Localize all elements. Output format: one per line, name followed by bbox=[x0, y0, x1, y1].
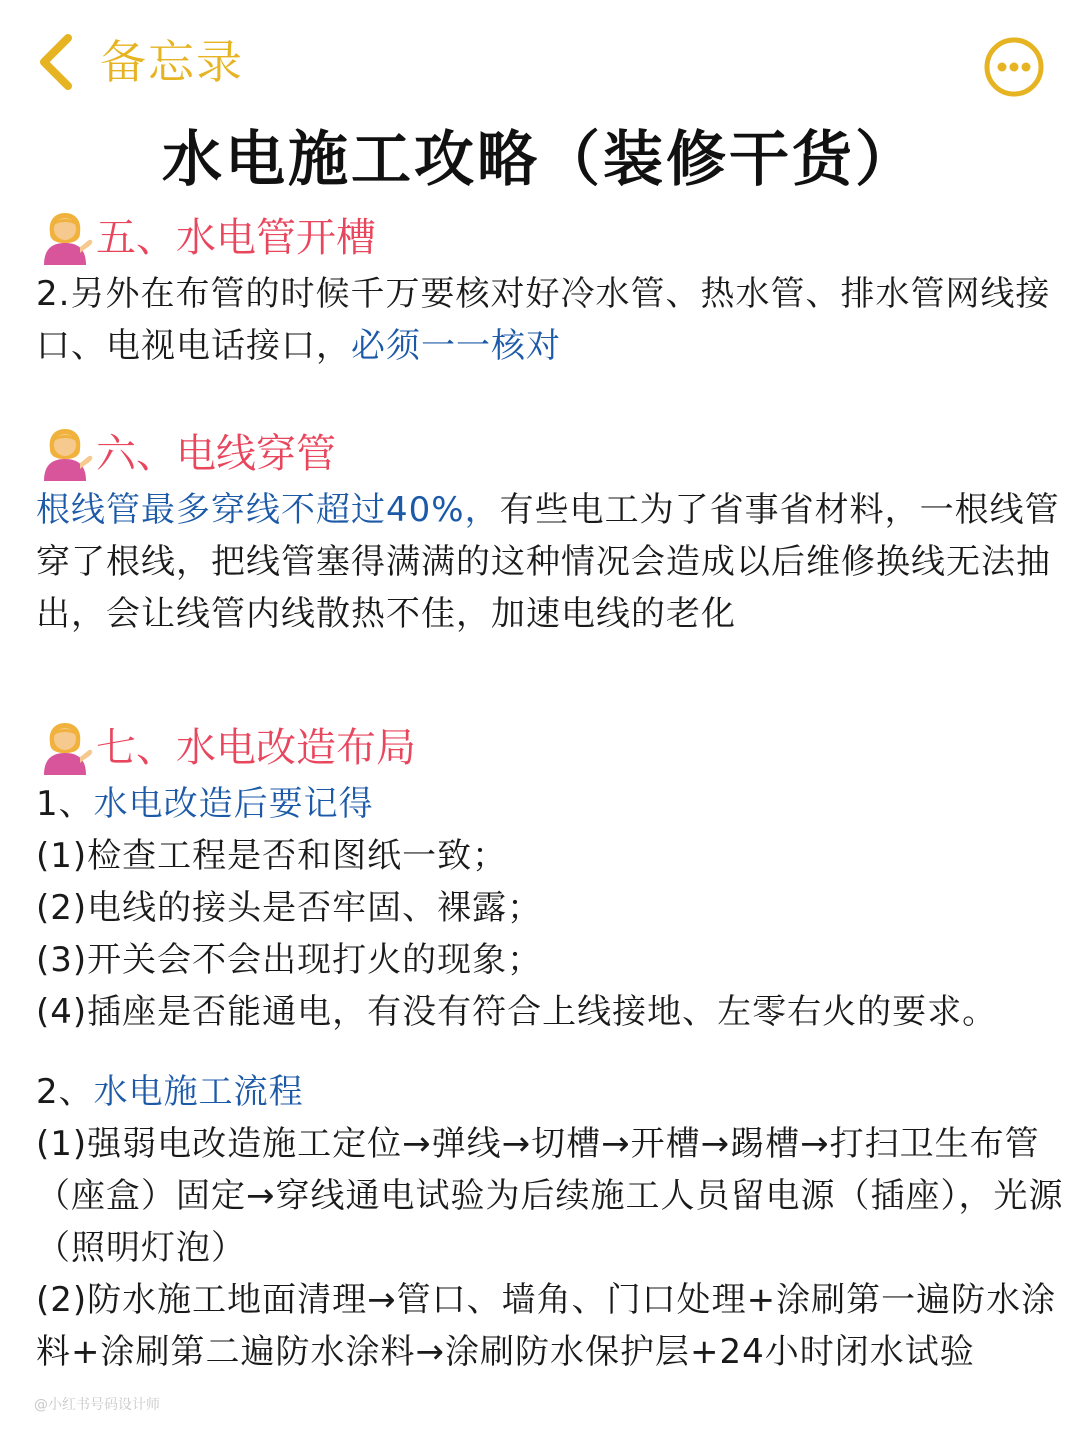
person-tipping-hand-icon bbox=[36, 425, 94, 483]
ellipsis-circle-icon bbox=[983, 83, 1045, 102]
list-item: (4)插座是否能通电，有没有符合上线接地、左零右火的要求。 bbox=[36, 992, 998, 1032]
note-content bbox=[36, 208, 1066, 1378]
paragraph-text: 有些电工为了省事省材料，一根线管穿了根线，把线管塞得满满的这种情况会造成以后维修换线无法抽出，会让线管内线散热不佳，加速电线的老化 bbox=[36, 490, 1060, 634]
chevron-left-icon bbox=[34, 30, 74, 94]
section-heading-text: 七、水电改造布局 bbox=[96, 725, 416, 771]
watermark: @小红书号码设计师 bbox=[34, 1397, 160, 1413]
subheading bbox=[36, 1066, 1066, 1118]
highlight-text: 必须一一核对 bbox=[351, 326, 561, 366]
list-item: (1)强弱电改造施工定位→弹线→切槽→开槽→踢槽→打扫卫生布管（座盒）固定→穿线通电试验为后续施工人员留电源（插座），光源（照明灯泡） bbox=[36, 1124, 1064, 1268]
person-tipping-hand-icon bbox=[36, 719, 94, 777]
subheading-title: 水电改造后要记得 bbox=[93, 784, 374, 824]
subheading-title: 水电施工流程 bbox=[93, 1072, 304, 1112]
section-paragraph bbox=[36, 268, 1066, 372]
person-tipping-hand-icon bbox=[36, 209, 94, 267]
back-label: 备忘录 bbox=[100, 35, 244, 89]
subheading-number: 1、 bbox=[36, 784, 94, 824]
list-item: (3)开关会不会出现打火的现象； bbox=[36, 940, 543, 980]
highlight-text: 根线管最多穿线不超过40%， bbox=[36, 490, 500, 530]
page-title: 水电施工攻略（装修干货） bbox=[162, 125, 918, 195]
section-paragraph bbox=[36, 484, 1066, 640]
back-button[interactable] bbox=[34, 30, 244, 94]
section-heading bbox=[36, 208, 1066, 268]
list-item: (2)电线的接头是否牢固、裸露； bbox=[36, 888, 543, 928]
section-heading-text: 六、电线穿管 bbox=[96, 431, 336, 477]
subheading bbox=[36, 778, 1066, 830]
navigation-bar bbox=[0, 0, 1080, 120]
subheading-number: 2、 bbox=[36, 1072, 94, 1112]
list-item: (2)防水施工地面清理→管口、墙角、门口处理+涂刷第一遍防水涂料+涂刷第二遍防水涂料→涂刷防水保护层+24小时闭水试验 bbox=[36, 1280, 1057, 1372]
section-heading bbox=[36, 718, 1066, 778]
section-heading-text: 五、水电管开槽 bbox=[96, 215, 376, 261]
section-heading bbox=[36, 424, 1066, 484]
list-item: (1)检查工程是否和图纸一致； bbox=[36, 836, 508, 876]
paragraph-text: 2.另外在布管的时候千万要核对好冷水管、热水管、排水管网线接口、电视电话接口， bbox=[36, 274, 1051, 366]
more-options-button[interactable] bbox=[983, 36, 1045, 98]
